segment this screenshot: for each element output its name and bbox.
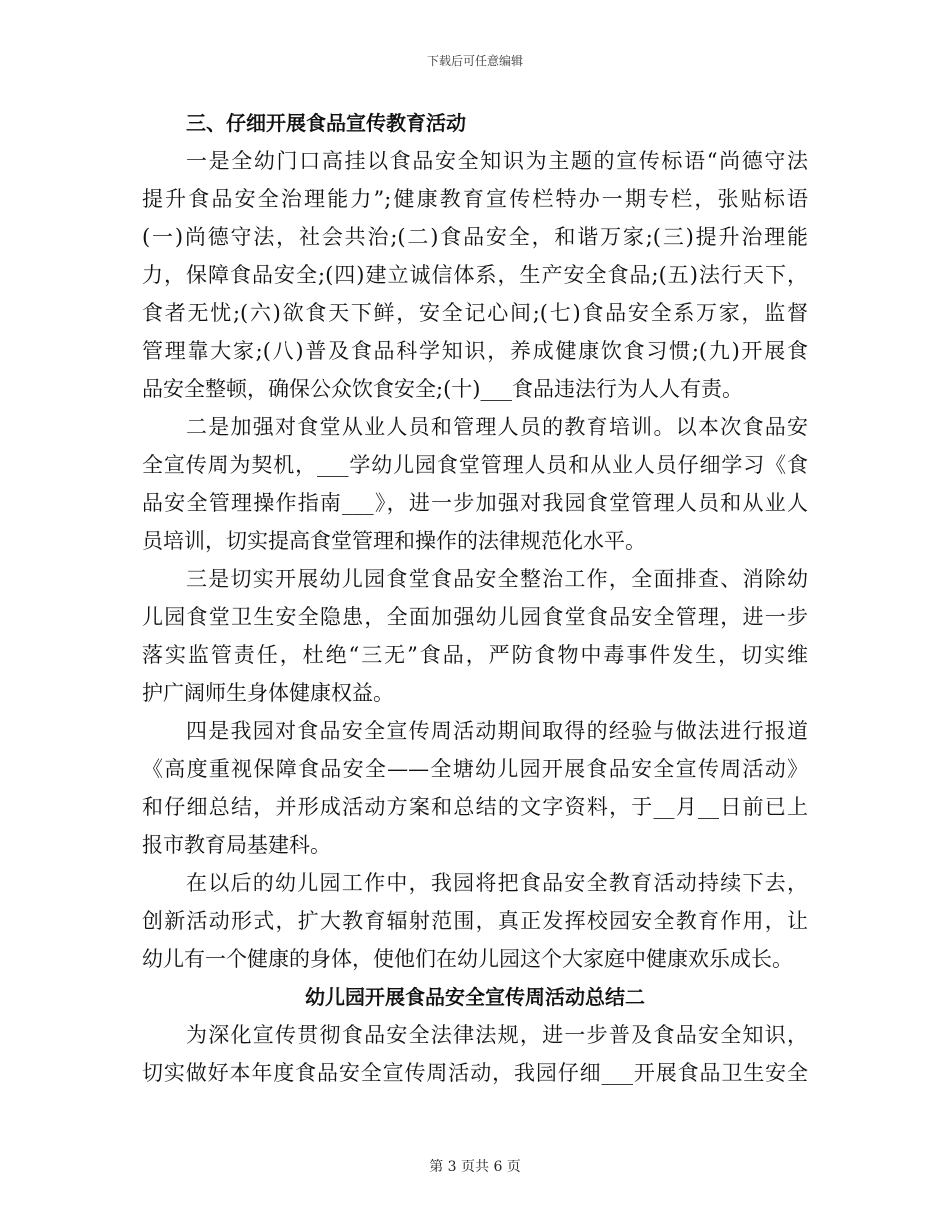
- text-line: 创新活动形式，扩大教育辐射范围，真正发挥校园安全教育作用，让: [142, 909, 808, 933]
- text-line: 二是加强对食堂从业人员和管理人员的教育培训。以本次食品安: [186, 415, 808, 439]
- text-line: 三是切实开展幼儿园食堂食品安全整治工作，全面排查、消除幼: [186, 567, 808, 591]
- text-line: 员培训，切实提高食堂管理和操作的法律规范化水平。: [142, 529, 646, 553]
- text-line: 《高度重视保障食品安全——全塘幼儿园开展食品安全宣传周活动》: [142, 757, 808, 781]
- text-line: 切实做好本年度食品安全宣传周活动，我园仔细___开展食品卫生安全: [142, 1061, 808, 1085]
- text-line: 护广阔师生身体健康权益。: [142, 681, 394, 705]
- text-line: 一是全幼门口高挂以食品安全知识为主题的宣传标语“尚德守法: [186, 149, 808, 173]
- text-line: 落实监管责任，杜绝“三无”食品，严防食物中毒事件发生，切实维: [142, 643, 808, 667]
- document-body: [142, 104, 808, 1092]
- text-line: 和仔细总结，并形成活动方案和总结的文字资料，于__月__日前已上: [142, 795, 808, 819]
- text-line: 报市教育局基建科。: [142, 833, 331, 857]
- text-line: 品安全管理操作指南___》，进一步加强对我园食堂管理人员和从业人: [142, 491, 808, 515]
- paragraph-3: [142, 560, 808, 712]
- paragraph-5: [142, 864, 808, 978]
- paragraph-4: [142, 712, 808, 864]
- text-line: 食者无忧;(六)欲食天下鲜，安全记心间;(七)食品安全系万家，监督: [142, 301, 808, 325]
- text-line: 提升食品安全治理能力”;健康教育宣传栏特办一期专栏，张贴标语: [142, 187, 808, 211]
- text-line: 力，保障食品安全;(四)建立诚信体系，生产安全食品;(五)法行天下，: [142, 263, 808, 287]
- page-footer: 第 3 页共 6 页: [429, 1159, 521, 1175]
- text-line: 儿园食堂卫生安全隐患，全面加强幼儿园食堂食品安全管理，进一步: [142, 605, 808, 629]
- text-line: 全宣传周为契机，___学幼儿园食堂管理人员和从业人员仔细学习《食: [142, 453, 808, 477]
- text-line: 在以后的幼儿园工作中，我园将把食品安全教育活动持续下去，: [186, 871, 808, 895]
- closing-paragraph: [142, 1016, 808, 1092]
- text-line: 品安全整顿，确保公众饮食安全;(十)___食品违法行为人人有责。: [142, 377, 743, 401]
- text-line: 管理靠大家;(八)普及食品科学知识，养成健康饮食习惯;(九)开展食: [142, 339, 808, 363]
- text-line: 幼儿有一个健康的身体，使他们在幼儿园这个大家庭中健康欢乐成长。: [142, 947, 793, 971]
- paragraph-2: [142, 408, 808, 560]
- text-line: 四是我园对食品安全宣传周活动期间取得的经验与做法进行报道: [186, 719, 808, 743]
- summary-heading: 幼儿园开展食品安全宣传周活动总结二: [305, 985, 645, 1009]
- page-header: 下载后可任意编辑: [426, 54, 523, 68]
- text-line: (一)尚德守法，社会共治;(二)食品安全，和谐万家;(三)提升治理能: [142, 225, 808, 249]
- paragraph-1: [142, 142, 808, 408]
- text-line: 为深化宣传贯彻食品安全法律法规，进一步普及食品安全知识，: [186, 1023, 808, 1047]
- section-heading: 三、仔细开展食品宣传教育活动: [186, 111, 466, 135]
